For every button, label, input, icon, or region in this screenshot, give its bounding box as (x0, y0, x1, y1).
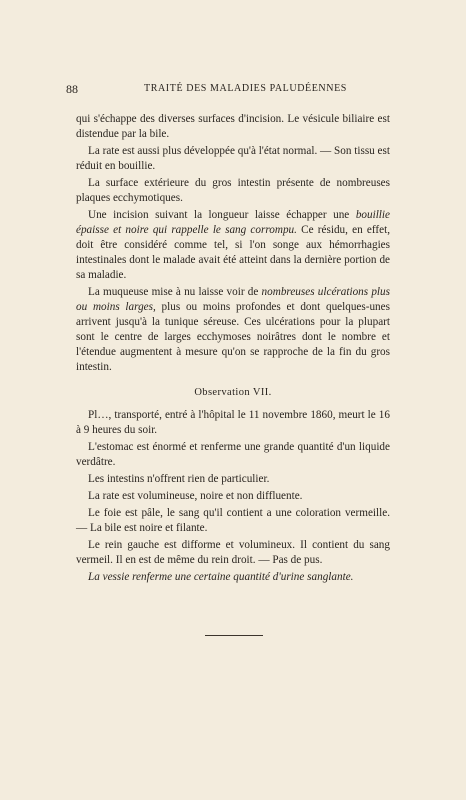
main-text (76, 112, 390, 585)
observation-paragraph-5: Le foie est pâle, le sang qu'il contient a une coloration vermeille. — La bile est noire et filante. (76, 507, 390, 534)
paragraph-5 (76, 285, 390, 375)
end-rule (205, 635, 263, 636)
paragraph-4-italic: bouillie épaisse et noire qui rappelle le sang corrompu. (76, 209, 390, 236)
paragraph-4 (76, 208, 390, 283)
observation-paragraph-2: L'estomac est énormé et renferme une grande quantité d'un liquide verdâtre. (76, 441, 390, 468)
observation-paragraph-6: Le rein gauche est difforme et volumineux. Il contient du sang vermeil. Il en est de même du rein droit. — Pas de pus. (76, 539, 390, 566)
observation-paragraph-1: Pl…, transporté, entré à l'hôpital le 11 novembre 1860, meurt le 16 à 9 heures du soir. (76, 409, 390, 436)
paragraph-4-text-a: Une incision suivant la longueur laisse échapper une (88, 209, 356, 221)
paragraph-2: La rate est aussi plus développée qu'à l'état normal. — Son tissu est réduit en bouillie. (76, 145, 390, 172)
paragraph-5-text-b: plus ou moins profondes et dont quelques-unes arrivent jusqu'à la tunique séreuse. Ces ulcérations pour la plupart sont le centre de larges ecchymoses noirâtres dont le nombre et l'étendue augmentent à mesure qu'on se rapproche de la fin du gros intestin. (76, 301, 390, 373)
running-title: TRAITÉ DES MALADIES PALUDÉENNES (144, 83, 347, 94)
observation-paragraph-7-italic: La vessie renferme une certaine quantité d'urine sanglante. (88, 571, 354, 583)
observation-heading: Observation VII. (194, 387, 272, 398)
observation-paragraph-7 (76, 570, 390, 585)
paragraph-3: La surface extérieure du gros intestin présente de nombreuses plaques ecchymotiques. (76, 177, 390, 204)
paragraph-1: qui s'échappe des diverses surfaces d'incision. Le vésicule biliaire est distendue par la bile. (76, 113, 390, 140)
paragraph-4-text-b: Ce résidu, en effet, doit être considéré comme tel, si l'on songe aux hémorrhagies intestinales dont le malade avait été atteint dans la dernière portion de sa maladie. (76, 224, 390, 281)
paragraph-5-text-a: La muqueuse mise à nu laisse voir de (88, 286, 262, 298)
observation-paragraph-4: La rate est volumineuse, noire et non diffluente. (88, 490, 303, 502)
running-head (66, 82, 396, 96)
page-number: 88 (66, 82, 78, 96)
observation-paragraph-3: Les intestins n'offrent rien de particulier. (88, 473, 270, 485)
paragraph-5-italic: nombreuses ulcérations plus ou moins larges, (76, 286, 390, 313)
